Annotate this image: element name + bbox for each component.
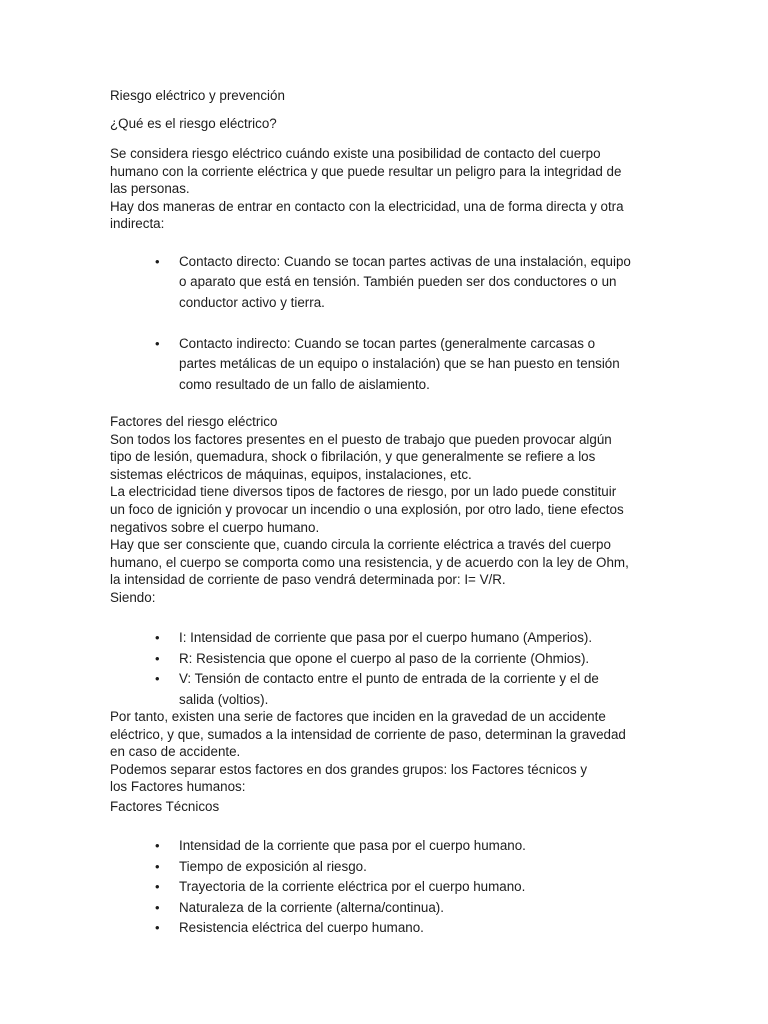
conclusion-paragraph bbox=[110, 708, 670, 816]
technical-factors-list bbox=[110, 836, 670, 939]
section-heading: Factores del riesgo eléctrico bbox=[110, 414, 278, 429]
factors-paragraph bbox=[110, 413, 670, 607]
text-line: Por tanto, existen una serie de factores que inciden en la gravedad de un accidente bbox=[110, 709, 606, 724]
text-line: • I: Intensidad de corriente que pasa por el cuerpo humano (Amperios). bbox=[179, 630, 593, 645]
list-item bbox=[110, 334, 670, 395]
contact-list bbox=[110, 252, 670, 313]
text-line: humano, el cuerpo se comporta como una resistencia, y de acuerdo con la ley de Ohm, bbox=[110, 554, 629, 570]
text-line: eléctrico, y que, sumados a la intensidad de corriente de paso, determinan la gravedad bbox=[110, 726, 626, 742]
contact-list-2 bbox=[110, 334, 670, 395]
text-line: como resultado de un fallo de aislamiento. bbox=[179, 376, 430, 392]
list-item bbox=[110, 877, 670, 898]
list-item bbox=[110, 252, 670, 313]
text-line: Podemos separar estos factores en dos grandes grupos: los Factores técnicos y bbox=[110, 761, 588, 777]
text-line: salida (voltios). bbox=[179, 691, 269, 707]
text-line: Se considera riesgo eléctrico cuándo existe una posibilidad de contacto del cuerpo bbox=[110, 146, 601, 161]
text-line: sistemas eléctricos de máquinas, equipos, instalaciones, etc. bbox=[110, 466, 472, 482]
list-item bbox=[110, 857, 670, 878]
text-line: las personas. bbox=[110, 181, 190, 197]
section-heading: Factores Técnicos bbox=[110, 798, 220, 814]
text-line: • Trayectoria de la corriente eléctrica por el cuerpo humano. bbox=[179, 879, 526, 895]
section-question: ¿Qué es el riesgo eléctrico? bbox=[110, 116, 277, 131]
text-line: la intensidad de corriente de paso vendrá determinada por: I= V/R. bbox=[110, 572, 506, 588]
document-title: Riesgo eléctrico y prevención bbox=[110, 88, 285, 103]
list-item bbox=[110, 649, 670, 670]
text-line: • Tiempo de exposición al riesgo. bbox=[179, 858, 367, 874]
text-line: o aparato que está en tensión. También pueden ser dos conductores o un bbox=[179, 274, 617, 290]
text-line: un foco de ignición y provocar un incendio o una explosión, por otro lado, tiene efectos bbox=[110, 501, 624, 517]
list-item bbox=[110, 628, 670, 649]
list-item bbox=[110, 669, 670, 710]
text-line: conductor activo y tierra. bbox=[179, 294, 325, 310]
text-line: • R: Resistencia que opone el cuerpo al paso de la corriente (Ohmios). bbox=[179, 650, 590, 666]
text-line: en caso de accidente. bbox=[110, 744, 241, 760]
text-line: • Naturaleza de la corriente (alterna/continua). bbox=[179, 899, 444, 915]
text-line: • V: Tensión de contacto entre el punto de entrada de la corriente y el de bbox=[179, 671, 599, 687]
text-line: los Factores humanos: bbox=[110, 779, 246, 795]
list-item bbox=[110, 898, 670, 919]
text-line: • Contacto directo: Cuando se tocan partes activas de una instalación, equipo bbox=[179, 254, 631, 269]
text-line: humano con la corriente eléctrica y que puede resultar un peligro para la integridad de bbox=[110, 163, 622, 179]
text-line: • Contacto indirecto: Cuando se tocan partes (generalmente carcasas o bbox=[179, 336, 596, 351]
text-line: Hay dos maneras de entrar en contacto con la electricidad, una de forma directa y otra bbox=[110, 198, 624, 214]
text-line: Hay que ser consciente que, cuando circula la corriente eléctrica a través del cuerpo bbox=[110, 537, 611, 553]
intro-paragraph bbox=[110, 145, 670, 233]
text-line: Siendo: bbox=[110, 589, 156, 605]
text-line: La electricidad tiene diversos tipos de factores de riesgo, por un lado puede constituir bbox=[110, 484, 617, 500]
list-item bbox=[110, 918, 670, 939]
text-line: tipo de lesión, quemadura, shock o fibrilación, y que generalmente se refiere a los bbox=[110, 449, 596, 465]
list-item bbox=[110, 836, 670, 857]
text-line: Son todos los factores presentes en el puesto de trabajo que pueden provocar algún bbox=[110, 431, 612, 447]
ohm-list bbox=[110, 628, 670, 710]
text-line: • Intensidad de la corriente que pasa por el cuerpo humano. bbox=[179, 838, 526, 853]
text-line: • Resistencia eléctrica del cuerpo humano. bbox=[179, 920, 424, 936]
text-line: partes metálicas de un equipo o instalación) que se han puesto en tensión bbox=[179, 356, 620, 372]
text-line: indirecta: bbox=[110, 216, 165, 232]
text-line: negativos sobre el cuerpo humano. bbox=[110, 519, 320, 535]
